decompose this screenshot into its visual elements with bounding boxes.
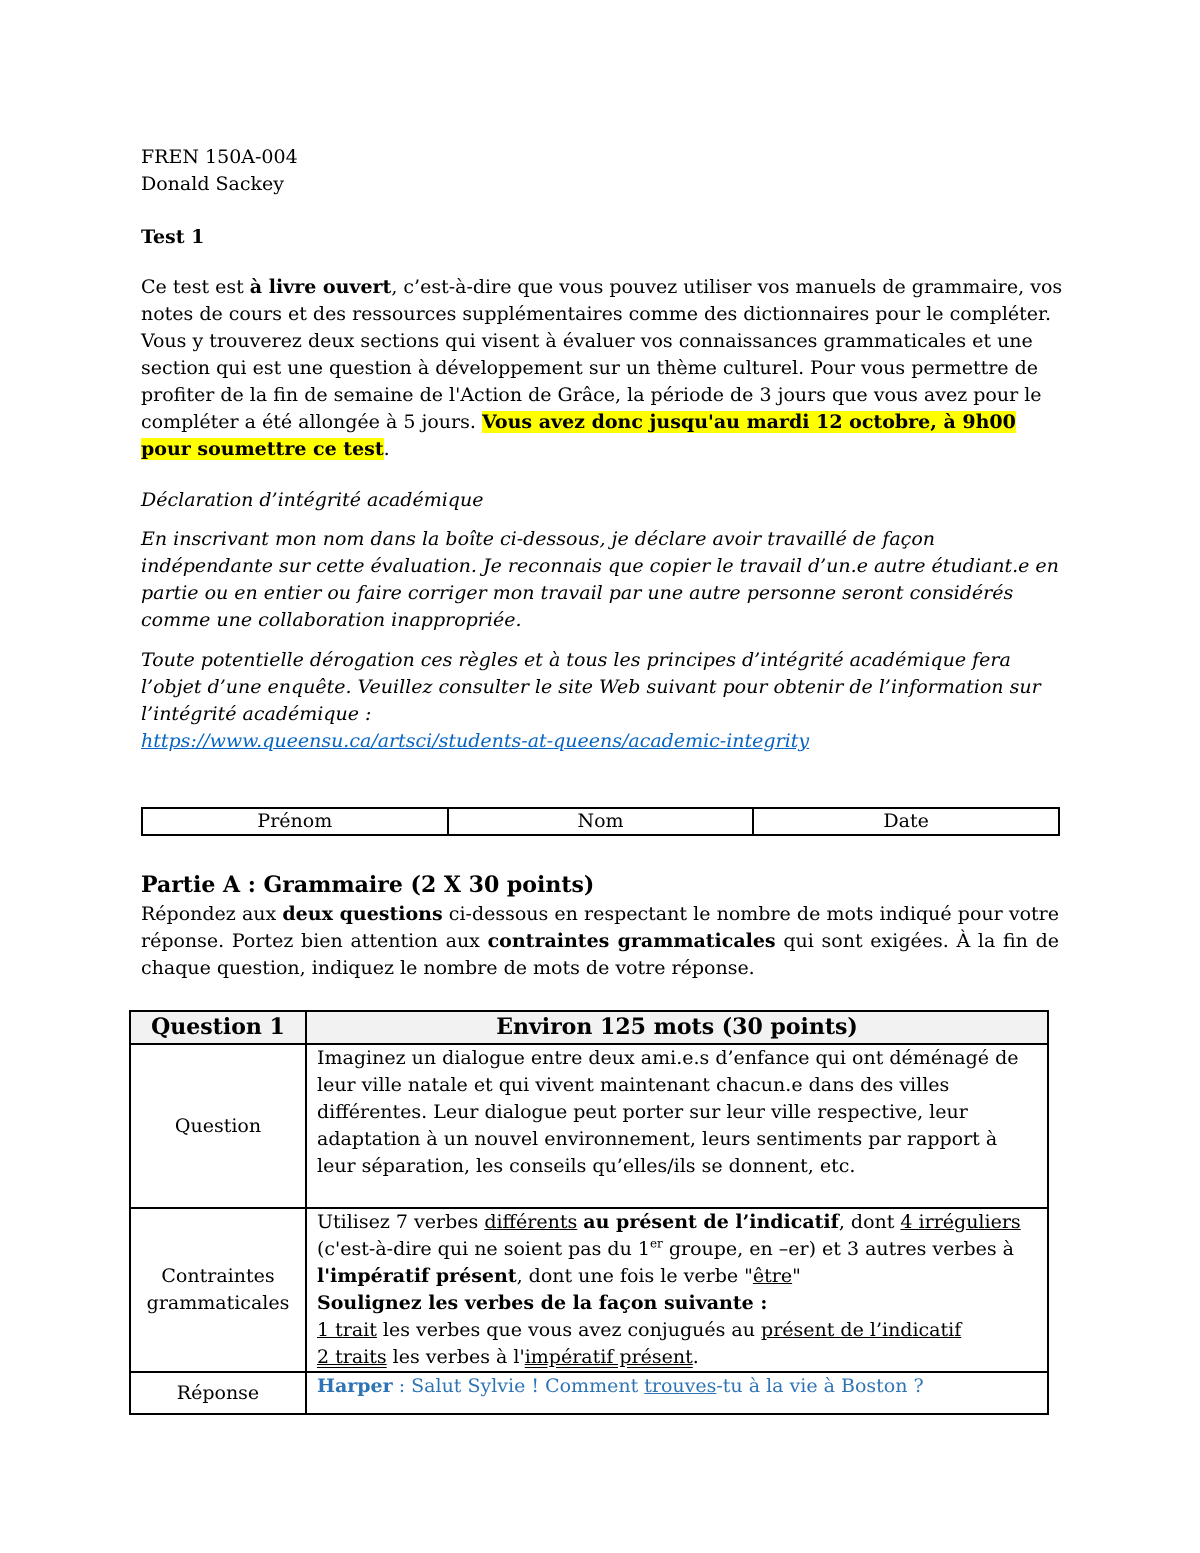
constraint-underlined: être — [752, 1265, 793, 1287]
constraint-text: les verbes que vous avez conjugués au — [376, 1319, 762, 1341]
constraint-text: (c'est-à-dire qui ne soient pas du 1 — [317, 1238, 650, 1260]
date-field[interactable]: Date — [753, 808, 1059, 835]
intro-text-body: , c’est-à-dire que vous pouvez utiliser vos manuels de grammaire, vos notes de cours et des ressources supplémentaires comme des dictionnaires pour le compléter. Vous y trouverez deux sections qui visent à évaluer vos connaissances grammaticales et une section qui est une question à développement sur un thème culturel. Pour vous permettre de profiter de la fin de semaine de l'Action de Grâce, la période de 3 jours que vous avez pour le compléter a été allongée à 5 jours. — [141, 276, 1063, 433]
question-1-word-count: Environ 125 mots (30 points) — [306, 1011, 1048, 1044]
double-underline-sample: 2 traits — [317, 1346, 387, 1368]
question-label: Question — [130, 1044, 306, 1208]
constraint-text: les verbes à l' — [386, 1346, 525, 1368]
answer-text: -tu à la vie à Boston ? — [716, 1375, 924, 1397]
declaration-title: Déclaration d’intégrité académique — [141, 489, 484, 511]
partA-text-3: qui sont exigées. À la fin de chaque question, indiquez le nombre de mots de votre réponse. — [141, 930, 1060, 979]
last-name-field[interactable]: Nom — [448, 808, 754, 835]
partA-title: Partie A : Grammaire (2 X 30 points) — [141, 872, 595, 898]
constraint-bold: l'impératif présent — [317, 1265, 517, 1287]
single-underline-sample: 1 trait — [317, 1319, 377, 1341]
question-1-table — [129, 1010, 1049, 1415]
deadline-highlight: Vous avez donc jusqu'au mardi 12 octobre, à 9h00 pour soumettre ce test — [141, 411, 1016, 460]
constraint-underlined: présent de l’indicatif — [761, 1319, 962, 1341]
intro-text-start: Ce test est — [141, 276, 250, 298]
constraint-text: . — [692, 1346, 699, 1368]
constraint-text: Utilisez 7 verbes — [317, 1211, 485, 1233]
constraint-superscript: er — [649, 1236, 663, 1251]
constraint-text: groupe, en –er) et 3 autres verbes à — [662, 1238, 1014, 1260]
course-code: FREN 150A-004 — [141, 146, 298, 168]
question-text: Imaginez un dialogue entre deux ami.e.s d’enfance qui ont déménagé de leur ville natale et qui vivent maintenant chacun.e dans des villes différentes. Leur dialogue peut porter sur leur ville respective, leur adaptation à un nouvel environnement, leurs sentiments par rapport à leur séparation, les conseils qu’elles/ils se donnent, etc. — [306, 1044, 1048, 1208]
constraint-underlined: différents — [484, 1211, 578, 1233]
constraint-text: , dont — [838, 1211, 901, 1233]
declaration-paragraph-2-text: Toute potentielle dérogation ces règles et à tous les principes d’intégrité académique fera l’objet d’une enquête. Veuillez consulter le site Web suivant pour obtenir de l’information sur l’intégrité académique : — [141, 649, 1041, 725]
constraint-text: , dont une fois le verbe " — [516, 1265, 753, 1287]
answer-speaker: Harper — [317, 1375, 393, 1397]
partA-bold-2: contraintes grammaticales — [487, 930, 776, 952]
academic-integrity-link[interactable]: https://www.queensu.ca/artsci/students-at-queens/academic-integrity — [141, 730, 810, 752]
test-title: Test 1 — [141, 226, 205, 248]
intro-paragraph — [141, 274, 1071, 463]
partA-text-1: Répondez aux — [141, 903, 283, 925]
underline-instruction: Soulignez les verbes de la façon suivante : — [317, 1292, 768, 1314]
answer-text: : Salut Sylvie ! Comment — [392, 1375, 645, 1397]
constraint-double-underlined: impératif présent — [524, 1346, 693, 1368]
intro-text-end: . — [383, 438, 390, 460]
answer-label: Réponse — [130, 1372, 306, 1414]
declaration-paragraph-2 — [141, 647, 1071, 755]
constraint-bold: au présent de l’indicatif — [583, 1211, 839, 1233]
constraints-text — [306, 1208, 1048, 1372]
declaration-paragraph-1: En inscrivant mon nom dans la boîte ci-dessous, je déclare avoir travaillé de façon indépendante sur cette évaluation. Je reconnais que copier le travail d’un.e autre étudiant.e en partie ou en entier ou faire corriger mon travail par une autre personne seront considérés comme une collaboration inappropriée. — [141, 528, 1059, 631]
name-table — [141, 807, 1060, 836]
intro-bold-open-book: à livre ouvert — [249, 276, 392, 298]
first-name-field[interactable]: Prénom — [142, 808, 448, 835]
question-1-heading: Question 1 — [130, 1011, 306, 1044]
constraints-label: Contraintes grammaticales — [130, 1208, 306, 1372]
constraint-underlined: 4 irréguliers — [900, 1211, 1021, 1233]
partA-text-2: ci-dessous en respectant le nombre de mots indiqué pour votre réponse. Portez bien attention aux — [141, 903, 1059, 952]
partA-bold-1: deux questions — [282, 903, 443, 925]
partA-instructions — [141, 901, 1059, 982]
course-header — [141, 144, 298, 198]
instructor-name: Donald Sackey — [141, 173, 284, 195]
constraint-text: " — [792, 1265, 801, 1287]
answer-field[interactable] — [306, 1372, 1048, 1414]
answer-underlined-verb: trouves — [644, 1375, 717, 1397]
